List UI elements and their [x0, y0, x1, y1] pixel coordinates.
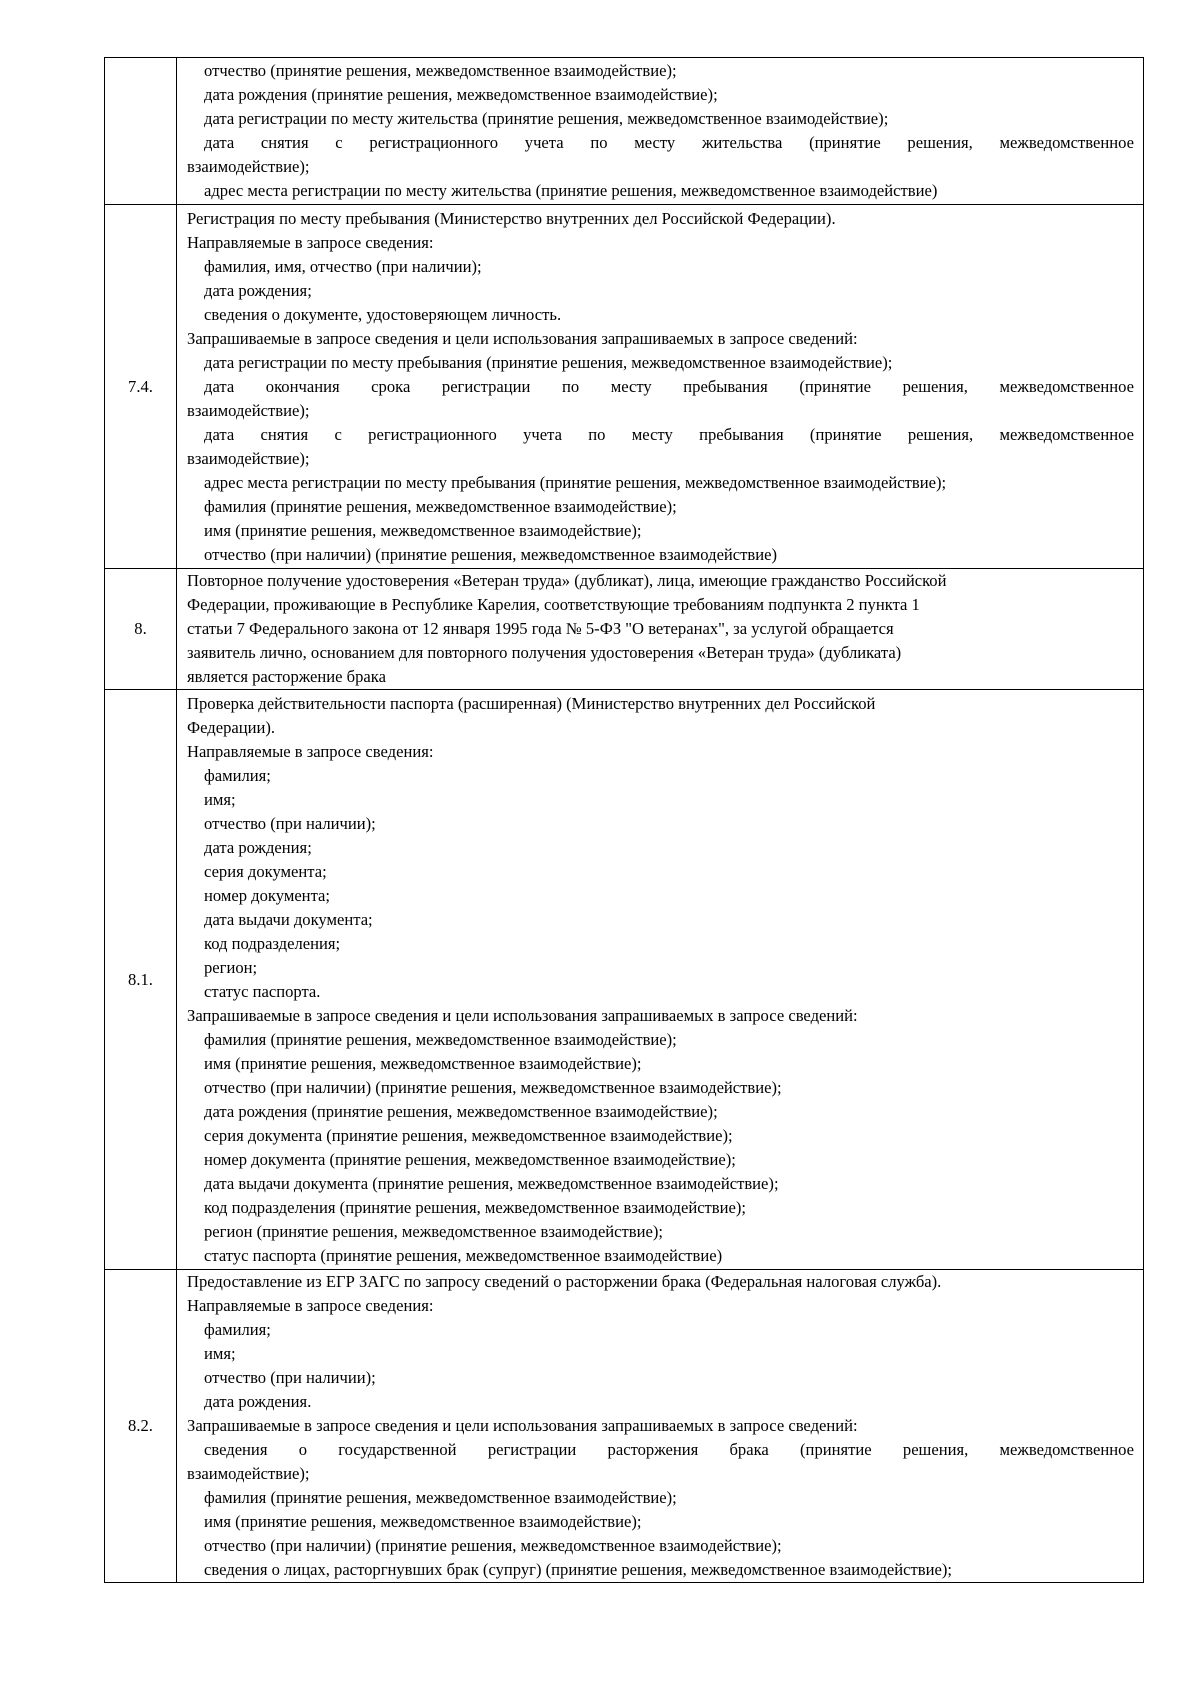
text-line: отчество (при наличии);	[204, 813, 376, 833]
text-line: взаимодействие);	[187, 1464, 310, 1483]
text-line: фамилия (принятие решения, межведомственное взаимодействие);	[204, 1029, 677, 1049]
text-line: дата снятия с регистрационного учета по месту пребывания (принятие решения, межведомственное	[204, 424, 1134, 444]
text-line: статьи 7 Федерального закона от 12 января 1995 года № 5-ФЗ "О ветеранах", за услугой обращается	[187, 619, 894, 638]
text-line: регион (принятие решения, межведомственное взаимодействие);	[204, 1221, 664, 1241]
row-description	[177, 690, 1144, 1270]
table-row	[105, 569, 1144, 690]
text-line: фамилия;	[204, 765, 271, 785]
text-line: имя (принятие решения, межведомственное взаимодействие);	[204, 520, 642, 540]
text-line: Предоставление из ЕГР ЗАГС по запросу сведений о расторжении брака (Федеральная налоговая служба).	[187, 1272, 942, 1291]
text-line: статус паспорта (принятие решения, межведомственное взаимодействие)	[204, 1245, 723, 1265]
text-line: номер документа;	[204, 885, 330, 905]
text-line: Повторное получение удостоверения «Ветеран труда» (дубликат), лица, имеющие гражданство Российской	[187, 571, 947, 590]
row-description	[177, 1270, 1144, 1583]
row-number: 7.4.	[105, 205, 177, 569]
text-line: адрес места регистрации по месту жительства (принятие решения, межведомственное взаимодействие)	[204, 181, 938, 200]
text-line: код подразделения (принятие решения, межведомственное взаимодействие);	[204, 1197, 747, 1217]
text-line: Запрашиваемые в запросе сведения и цели использования запрашиваемых в запросе сведений:	[187, 1416, 858, 1435]
row-description	[177, 58, 1144, 205]
text-line: Запрашиваемые в запросе сведения и цели использования запрашиваемых в запросе сведений:	[187, 1005, 858, 1025]
text-line: сведения о лицах, расторгнувших брак (супруг) (принятие решения, межведомственное взаимодействие);	[204, 1560, 952, 1579]
row-number: 8.1.	[105, 690, 177, 1270]
text-line: Федерации).	[187, 717, 276, 737]
text-line: отчество (при наличии) (принятие решения, межведомственное взаимодействие);	[204, 1077, 782, 1097]
text-line: Направляемые в запросе сведения:	[187, 741, 434, 761]
text-line: отчество (принятие решения, межведомственное взаимодействие);	[204, 61, 677, 80]
text-line: отчество (при наличии) (принятие решения, межведомственное взаимодействие);	[204, 1536, 782, 1555]
text-line: статус паспорта.	[204, 981, 321, 1001]
text-line: является расторжение брака	[187, 667, 386, 686]
text-line: дата рождения.	[204, 1392, 312, 1411]
row-number	[105, 58, 177, 205]
text-line: дата снятия с регистрационного учета по месту жительства (принятие решения, межведомственное	[204, 133, 1134, 152]
row-description	[177, 569, 1144, 690]
text-line: фамилия;	[204, 1320, 271, 1339]
row-number: 8.	[105, 569, 177, 690]
services-table	[104, 57, 1144, 1583]
text-line: дата рождения;	[204, 280, 312, 300]
text-line: адрес места регистрации по месту пребывания (принятие решения, межведомственное взаимодействие);	[204, 472, 947, 492]
text-line: фамилия, имя, отчество (при наличии);	[204, 256, 482, 276]
services-table-body	[105, 58, 1144, 1583]
text-line: взаимодействие);	[187, 448, 310, 468]
text-line: Направляемые в запросе сведения:	[187, 232, 434, 252]
text-line: дата регистрации по месту пребывания (принятие решения, межведомственное взаимодействие);	[204, 352, 893, 372]
text-line: серия документа (принятие решения, межведомственное взаимодействие);	[204, 1125, 733, 1145]
text-line: имя (принятие решения, межведомственное взаимодействие);	[204, 1053, 642, 1073]
text-line: отчество (при наличии) (принятие решения, межведомственное взаимодействие)	[204, 544, 778, 564]
text-line: номер документа (принятие решения, межведомственное взаимодействие);	[204, 1149, 736, 1169]
table-row	[105, 205, 1144, 569]
row-number: 8.2.	[105, 1270, 177, 1583]
text-line: серия документа;	[204, 861, 327, 881]
text-line: взаимодействие);	[187, 157, 310, 176]
text-line: Запрашиваемые в запросе сведения и цели использования запрашиваемых в запросе сведений:	[187, 328, 858, 348]
text-line: фамилия (принятие решения, межведомственное взаимодействие);	[204, 496, 677, 516]
text-line: код подразделения;	[204, 933, 341, 953]
text-line: Направляемые в запросе сведения:	[187, 1296, 434, 1315]
text-line: заявитель лично, основанием для повторного получения удостоверения «Ветеран труда» (дубликата)	[187, 643, 902, 662]
text-line: дата рождения (принятие решения, межведомственное взаимодействие);	[204, 85, 718, 104]
text-line: имя;	[204, 1344, 236, 1363]
text-line: сведения о государственной регистрации расторжения брака (принятие решения, межведомственное	[204, 1440, 1134, 1459]
text-line: отчество (при наличии);	[204, 1368, 376, 1387]
text-line: дата выдачи документа;	[204, 909, 373, 929]
text-line: фамилия (принятие решения, межведомственное взаимодействие);	[204, 1488, 677, 1507]
table-row	[105, 690, 1144, 1270]
text-line: дата выдачи документа (принятие решения, межведомственное взаимодействие);	[204, 1173, 779, 1193]
text-line: имя;	[204, 789, 236, 809]
text-line: дата регистрации по месту жительства (принятие решения, межведомственное взаимодействие);	[204, 109, 889, 128]
text-line: сведения о документе, удостоверяющем личность.	[204, 304, 562, 324]
text-line: Регистрация по месту пребывания (Министерство внутренних дел Российской Федерации).	[187, 208, 836, 228]
row-description	[177, 205, 1144, 569]
table-row	[105, 58, 1144, 205]
text-line: взаимодействие);	[187, 400, 310, 420]
text-line: Федерации, проживающие в Республике Карелия, соответствующие требованиям подпункта 2 пункта 1	[187, 595, 920, 614]
text-line: дата окончания срока регистрации по месту пребывания (принятие решения, межведомственное	[204, 376, 1134, 396]
text-line: имя (принятие решения, межведомственное взаимодействие);	[204, 1512, 642, 1531]
text-line: дата рождения (принятие решения, межведомственное взаимодействие);	[204, 1101, 718, 1121]
text-line: регион;	[204, 957, 258, 977]
text-line: Проверка действительности паспорта (расширенная) (Министерство внутренних дел Российской	[187, 693, 876, 713]
text-line: дата рождения;	[204, 837, 312, 857]
table-row	[105, 1270, 1144, 1583]
